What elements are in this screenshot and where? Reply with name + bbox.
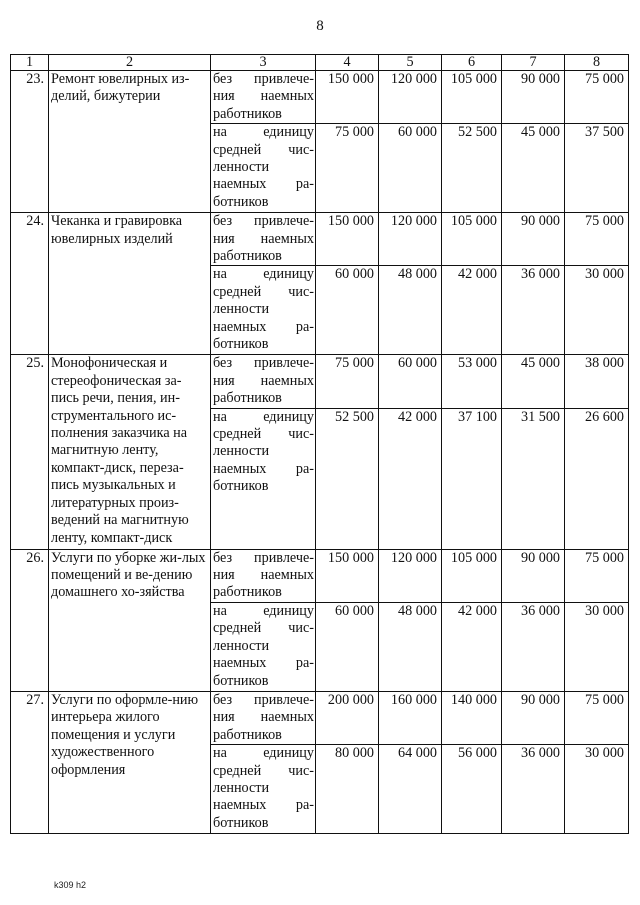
- value-cell: 120 000: [379, 213, 442, 266]
- value-cell: 37 100: [442, 408, 502, 549]
- value-cell: 38 000: [565, 355, 629, 408]
- value-cell: 75 000: [565, 691, 629, 744]
- table-row: [11, 549, 629, 602]
- condition-cell: на единицу средней чис-ленности наемных ра-ботников: [211, 745, 316, 834]
- column-header: 7: [502, 55, 565, 71]
- condition-cell: на единицу средней чис-ленности наемных ра-ботников: [211, 266, 316, 355]
- tariff-table: [10, 54, 629, 834]
- service-name: Услуги по оформле-нию интерьера жилого помещения и услуги художественного оформления: [49, 691, 211, 833]
- column-header: 3: [211, 55, 316, 71]
- value-cell: 90 000: [502, 71, 565, 124]
- table-row: [11, 691, 629, 744]
- service-name: Ремонт ювелирных из-делий, бижутерии: [49, 71, 211, 213]
- column-header: 1: [11, 55, 49, 71]
- value-cell: 48 000: [379, 602, 442, 691]
- value-cell: 36 000: [502, 266, 565, 355]
- value-cell: 120 000: [379, 71, 442, 124]
- value-cell: 64 000: [379, 745, 442, 834]
- value-cell: 200 000: [316, 691, 379, 744]
- value-cell: 75 000: [565, 549, 629, 602]
- table-row: [11, 71, 629, 124]
- column-header: 2: [49, 55, 211, 71]
- value-cell: 30 000: [565, 602, 629, 691]
- service-name: Чеканка и гравировка ювелирных изделий: [49, 213, 211, 355]
- value-cell: 48 000: [379, 266, 442, 355]
- value-cell: 140 000: [442, 691, 502, 744]
- service-name: Монофоническая и стереофоническая за-пись речи, пения, ин-струментального ис-полнения заказчика на магнитную ленту, компакт-диск, переза-пись музыкальных и литературных произ-ведений на магнитную ленту, компакт-диск: [49, 355, 211, 549]
- service-name: Услуги по уборке жи-лых помещений и ве-дению домашнего хо-зяйства: [49, 549, 211, 691]
- condition-cell: без привлече-ния наемных работников: [211, 71, 316, 124]
- document-code: k309 h2: [54, 880, 87, 890]
- value-cell: 150 000: [316, 549, 379, 602]
- value-cell: 90 000: [502, 549, 565, 602]
- value-cell: 53 000: [442, 355, 502, 408]
- value-cell: 75 000: [565, 213, 629, 266]
- row-number: 25.: [11, 355, 49, 549]
- page-number: 8: [316, 18, 324, 34]
- value-cell: 160 000: [379, 691, 442, 744]
- value-cell: 120 000: [379, 549, 442, 602]
- condition-cell: на единицу средней чис-ленности наемных ра-ботников: [211, 602, 316, 691]
- column-header: 8: [565, 55, 629, 71]
- value-cell: 36 000: [502, 602, 565, 691]
- value-cell: 42 000: [442, 266, 502, 355]
- value-cell: 30 000: [565, 745, 629, 834]
- column-header: 5: [379, 55, 442, 71]
- value-cell: 26 600: [565, 408, 629, 549]
- value-cell: 31 500: [502, 408, 565, 549]
- row-number: 27.: [11, 691, 49, 833]
- value-cell: 30 000: [565, 266, 629, 355]
- value-cell: 75 000: [316, 355, 379, 408]
- condition-cell: на единицу средней чис-ленности наемных ра-ботников: [211, 408, 316, 549]
- column-header: 4: [316, 55, 379, 71]
- value-cell: 56 000: [442, 745, 502, 834]
- value-cell: 37 500: [565, 124, 629, 213]
- value-cell: 75 000: [316, 124, 379, 213]
- condition-cell: без привлече-ния наемных работников: [211, 691, 316, 744]
- value-cell: 42 000: [379, 408, 442, 549]
- row-number: 24.: [11, 213, 49, 355]
- value-cell: 150 000: [316, 71, 379, 124]
- column-number-row: [11, 55, 629, 71]
- row-number: 26.: [11, 549, 49, 691]
- value-cell: 60 000: [316, 266, 379, 355]
- value-cell: 105 000: [442, 549, 502, 602]
- value-cell: 60 000: [379, 355, 442, 408]
- condition-cell: на единицу средней чис-ленности наемных ра-ботников: [211, 124, 316, 213]
- value-cell: 80 000: [316, 745, 379, 834]
- row-number: 23.: [11, 71, 49, 213]
- value-cell: 90 000: [502, 213, 565, 266]
- value-cell: 90 000: [502, 691, 565, 744]
- value-cell: 105 000: [442, 213, 502, 266]
- value-cell: 42 000: [442, 602, 502, 691]
- value-cell: 36 000: [502, 745, 565, 834]
- condition-cell: без привлече-ния наемных работников: [211, 549, 316, 602]
- value-cell: 52 500: [442, 124, 502, 213]
- value-cell: 60 000: [316, 602, 379, 691]
- table-row: [11, 355, 629, 408]
- condition-cell: без привлече-ния наемных работников: [211, 213, 316, 266]
- table-row: [11, 213, 629, 266]
- column-header: 6: [442, 55, 502, 71]
- value-cell: 75 000: [565, 71, 629, 124]
- condition-cell: без привлече-ния наемных работников: [211, 355, 316, 408]
- value-cell: 105 000: [442, 71, 502, 124]
- value-cell: 52 500: [316, 408, 379, 549]
- value-cell: 60 000: [379, 124, 442, 213]
- value-cell: 45 000: [502, 355, 565, 408]
- value-cell: 45 000: [502, 124, 565, 213]
- value-cell: 150 000: [316, 213, 379, 266]
